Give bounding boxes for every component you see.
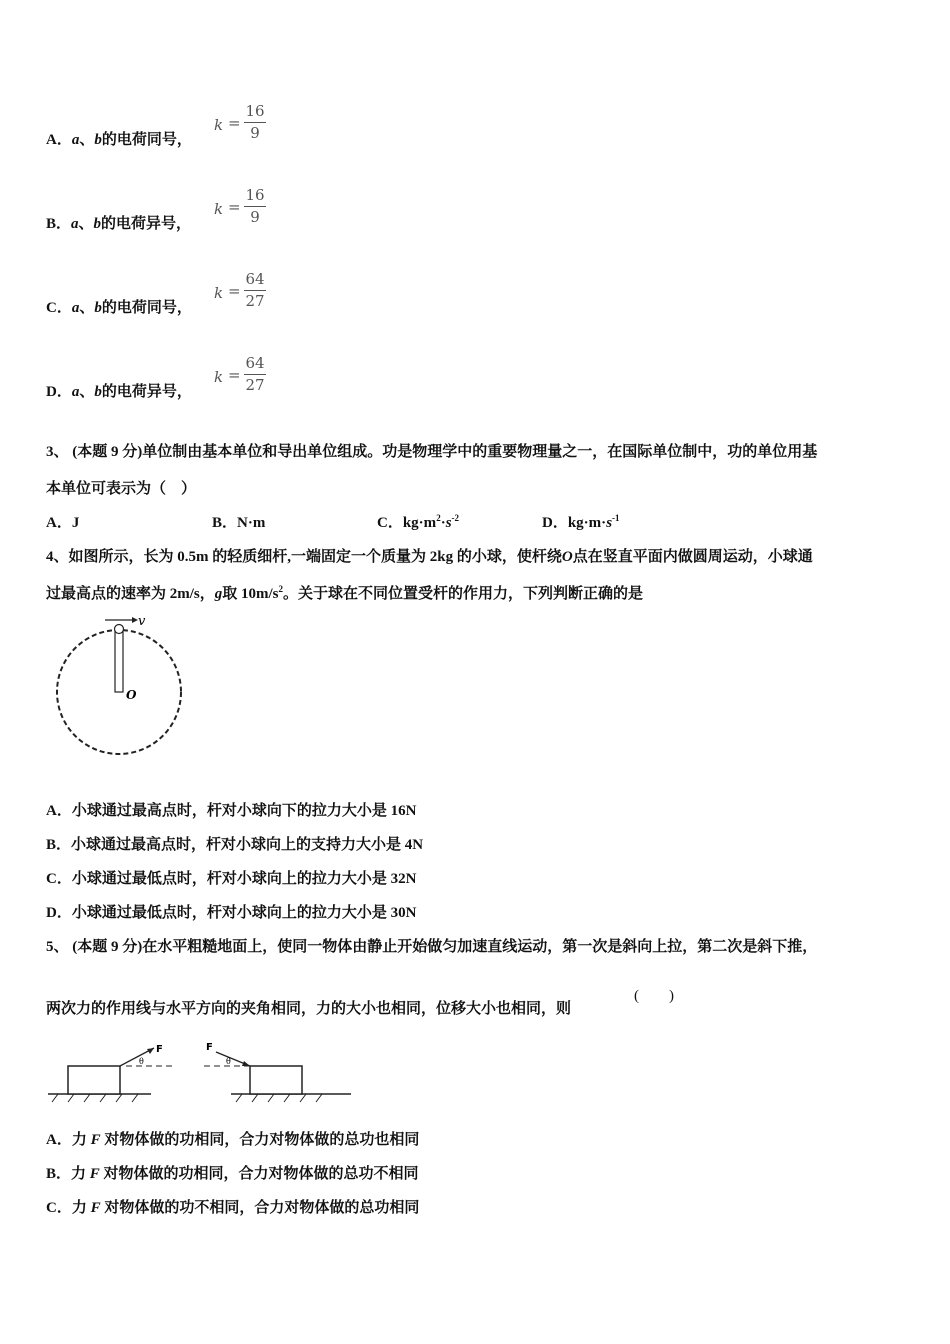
dot: · bbox=[440, 515, 446, 531]
option-text: 的电荷异号， bbox=[101, 384, 192, 400]
fraction-bar bbox=[244, 290, 266, 291]
q4-stem-line2 bbox=[46, 582, 643, 603]
label-v: v bbox=[138, 614, 146, 629]
denominator: 27 bbox=[245, 376, 265, 394]
rod bbox=[115, 628, 123, 692]
numerator: 64 bbox=[245, 354, 265, 372]
var-k: k bbox=[214, 284, 224, 302]
opt-text: 对物体做的功相同，合力对物体做的总功不相同 bbox=[99, 1166, 419, 1182]
var-a: a bbox=[71, 384, 80, 400]
option-text: 的电荷同号， bbox=[101, 132, 192, 148]
q3-option-c bbox=[377, 511, 459, 532]
q3-stem-line2: 本单位可表示为（ ） bbox=[46, 481, 197, 497]
var-k: k bbox=[214, 368, 224, 386]
option-label: D． bbox=[46, 384, 72, 400]
q5-option-c bbox=[46, 1196, 419, 1217]
var-b: b bbox=[93, 216, 102, 232]
separator: 、 bbox=[79, 132, 95, 148]
ball bbox=[115, 625, 124, 634]
denominator: 9 bbox=[250, 208, 260, 226]
var-k: k bbox=[214, 116, 224, 134]
var-g: g bbox=[214, 586, 223, 602]
q5-option-a bbox=[46, 1128, 419, 1149]
label-f: F bbox=[156, 1044, 163, 1055]
var-a: a bbox=[71, 132, 80, 148]
var-f: F bbox=[90, 1200, 101, 1216]
q4-stem-line1 bbox=[46, 545, 813, 566]
q3-option-a: A．J bbox=[46, 515, 80, 531]
fraction-bar bbox=[244, 122, 266, 123]
arrow-head bbox=[242, 1061, 250, 1066]
q5-option-b bbox=[46, 1162, 419, 1183]
answer-parentheses: ( ) bbox=[634, 988, 674, 1004]
var-f: F bbox=[90, 1132, 101, 1148]
stem-text: 取 10m/s bbox=[222, 586, 279, 602]
q3-stem-line1: 3、 (本题 9 分)单位制由基本单位和导出单位组成。功是物理学中的重要物理量之一，在国际单位制中，功的单位用基 bbox=[46, 444, 818, 460]
var-b: b bbox=[94, 300, 102, 316]
var-o: O bbox=[561, 549, 573, 565]
var-k: k bbox=[214, 200, 224, 218]
q5-stem-line2: 两次力的作用线与水平方向的夹角相同，力的大小也相同，位移大小也相同，则 bbox=[46, 1001, 572, 1017]
q5-stem-line1: 5、 (本题 9 分)在水平粗糙地面上，使同一物体由静止开始做匀加速直线运动，第一次是斜向上拉，第二次是斜下推， bbox=[46, 939, 818, 955]
var-s: s bbox=[606, 515, 613, 531]
q3-option-b: B．N·m bbox=[212, 515, 266, 531]
option-b bbox=[46, 212, 191, 233]
option-d bbox=[46, 380, 192, 401]
denominator: 27 bbox=[245, 292, 265, 310]
option-a bbox=[46, 128, 192, 149]
var-b: b bbox=[94, 132, 102, 148]
denominator: 9 bbox=[250, 124, 260, 142]
var-f: F bbox=[89, 1166, 100, 1182]
block-right bbox=[250, 1066, 302, 1094]
var-a: a bbox=[71, 300, 80, 316]
block-left bbox=[68, 1066, 120, 1094]
circle-rod-figure bbox=[50, 610, 190, 760]
q4-option-b: B．小球通过最高点时，杆对小球向上的支持力大小是 4N bbox=[46, 837, 424, 853]
equals: = bbox=[228, 114, 241, 132]
numerator: 64 bbox=[245, 270, 265, 288]
superscript: 2 bbox=[278, 584, 284, 594]
q4-option-a: A．小球通过最高点时，杆对小球向下的拉力大小是 16N bbox=[46, 803, 417, 819]
q4-option-c: C．小球通过最低点时，杆对小球向上的拉力大小是 32N bbox=[46, 871, 417, 887]
ground-hatch-right bbox=[236, 1094, 322, 1102]
var-b: b bbox=[94, 384, 102, 400]
equals: = bbox=[228, 366, 241, 384]
stem-text: 过最高点的速率为 2m/s， bbox=[46, 586, 215, 602]
option-label: A． bbox=[46, 132, 72, 148]
separator: 、 bbox=[79, 300, 95, 316]
option-c bbox=[46, 296, 192, 317]
option-label: B． bbox=[46, 216, 72, 232]
separator: 、 bbox=[78, 216, 94, 232]
option-label: C． bbox=[46, 300, 72, 316]
equals: = bbox=[228, 198, 241, 216]
fraction-bar bbox=[244, 374, 266, 375]
opt-text: 对物体做的功不相同，合力对物体做的总功相同 bbox=[100, 1200, 420, 1216]
stem-text: 点在竖直平面内做圆周运动，小球通 bbox=[572, 549, 813, 565]
label-theta: θ bbox=[139, 1057, 144, 1066]
separator: 、 bbox=[79, 384, 95, 400]
equals: = bbox=[228, 282, 241, 300]
option-text: 的电荷异号， bbox=[101, 216, 192, 232]
q4-option-d: D．小球通过最低点时，杆对小球向上的拉力大小是 30N bbox=[46, 905, 417, 921]
label-f: F bbox=[206, 1042, 213, 1053]
opt-text: C．力 bbox=[46, 1200, 91, 1216]
opt-text: D．kg·m· bbox=[542, 515, 607, 531]
superscript: 2 bbox=[436, 513, 441, 523]
label-theta: θ bbox=[226, 1057, 231, 1066]
var-s: s bbox=[445, 515, 452, 531]
ground-hatch-left bbox=[52, 1094, 138, 1102]
superscript: -2 bbox=[451, 513, 460, 523]
superscript: -1 bbox=[612, 513, 620, 523]
option-text: 的电荷同号， bbox=[101, 300, 192, 316]
push-pull-figure bbox=[46, 1038, 356, 1108]
label-o: O bbox=[126, 688, 137, 702]
stem-text: 4、如图所示，长为 0.5m 的轻质细杆,一端固定一个质量为 2kg 的小球，使杆绕 bbox=[46, 549, 562, 565]
stem-text: 。关于球在不同位置受杆的作用力，下列判断正确的是 bbox=[283, 586, 644, 602]
q3-option-d bbox=[542, 511, 620, 532]
opt-text: B．力 bbox=[46, 1166, 90, 1182]
numerator: 16 bbox=[245, 186, 265, 204]
opt-text: A．力 bbox=[46, 1132, 91, 1148]
opt-text: C．kg·m bbox=[377, 515, 437, 531]
fraction-bar bbox=[244, 206, 266, 207]
opt-text: 对物体做的功相同，合力对物体做的总功也相同 bbox=[100, 1132, 420, 1148]
var-a: a bbox=[71, 216, 79, 232]
numerator: 16 bbox=[245, 102, 265, 120]
